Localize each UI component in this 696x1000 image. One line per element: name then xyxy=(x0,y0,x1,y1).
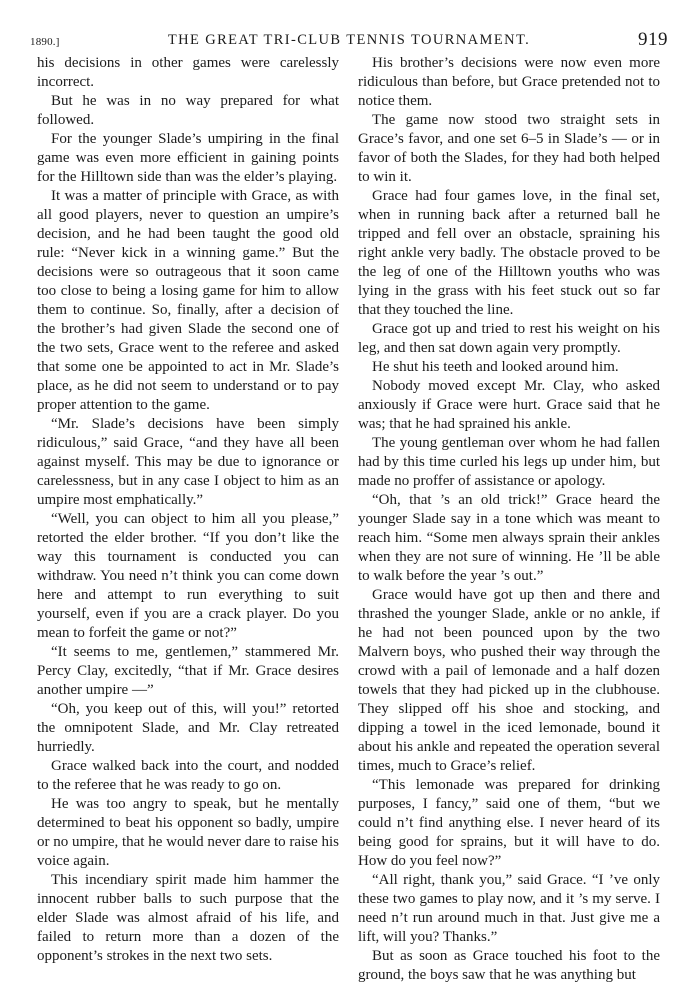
page-number: 919 xyxy=(638,29,668,50)
right-column xyxy=(358,54,660,985)
paragraph: “Mr. Slade’s decisions have been simply ridiculous,” said Grace, “and they have all been against myself. This may be due to ignorance or carelessness, but in any case I object to him as an umpire most emphatically.” xyxy=(37,416,339,508)
paragraph: But as soon as Grace touched his foot to the ground, the boys saw that he was anything but xyxy=(358,948,660,983)
paragraph: “Oh, that ’s an old trick!” Grace heard the younger Slade say in a tone which was meant to reach him. “Some men always sprain their ankles when they are not sure of winning. He ’ll be able to walk before the year ’s out.” xyxy=(358,492,660,584)
paragraph: He was too angry to speak, but he mentally determined to beat his opponent so badly, umpire or no umpire, that he would never dare to raise his voice again. xyxy=(37,796,339,869)
paragraph: “All right, thank you,” said Grace. “I ’ve only these two games to play now, and it ’s my serve. I need n’t run around much in that. Just give me a lift, will you? Thanks.” xyxy=(358,872,660,945)
paragraph: Grace got up and tried to rest his weight on his leg, and then sat down again very promptly. xyxy=(358,321,660,356)
running-header xyxy=(30,29,668,56)
paragraph: For the younger Slade’s umpiring in the final game was even more efficient in gaining points for the Hilltown side than was the elder’s playing. xyxy=(37,131,339,185)
paragraph: Grace had four games love, in the final set, when in running back after a returned ball he tripped and fell over an obstacle, spraining his right ankle very badly. The obstacle proved to be the leg of one of the Hilltown youths who was lying in the grass with his feet stuck out so far that they touched the line. xyxy=(358,188,660,318)
paragraph: He shut his teeth and looked around him. xyxy=(372,359,619,375)
paragraph: His brother’s decisions were now even more ridiculous than before, but Grace pretended not to notice them. xyxy=(358,55,660,109)
paragraph: “Well, you can object to him all you please,” retorted the elder brother. “If you don’t like the way this tournament is conducted you can withdraw. You need n’t think you can come down here and attempt to run everything to suit yourself, even if you are a crack player. Do you mean to forfeit the game or not?” xyxy=(37,511,339,641)
paragraph: “Oh, you keep out of this, will you!” retorted the omnipotent Slade, and Mr. Clay retreated hurriedly. xyxy=(37,701,339,755)
paragraph: The game now stood two straight sets in Grace’s favor, and one set 6–5 in Slade’s — or in favor of both the Slades, for they had both helped to win it. xyxy=(358,112,660,185)
paragraph: Nobody moved except Mr. Clay, who asked anxiously if Grace were hurt. Grace said that he was; that he had sprained his ankle. xyxy=(358,378,660,432)
paragraph: “It seems to me, gentlemen,” stammered Mr. Percy Clay, excitedly, “that if Mr. Grace desires another umpire —” xyxy=(37,644,339,698)
paragraph: Grace would have got up then and there and thrashed the younger Slade, ankle or no ankle, if he had not been pounced upon by the two Malvern boys, who pushed their way through the crowd with a pail of lemonade and a half dozen towels that they had picked up in the clubhouse. They slipped off his shoe and stocking, and dipping a towel in the iced lemonade, bound it about his ankle and repeated the operation several times, much to Grace’s relief. xyxy=(358,587,660,774)
paragraph: This incendiary spirit made him hammer the innocent rubber balls to such purpose that the elder Slade was almost afraid of his life, and failed to return more than a dozen of the opponent’s strokes in the next two sets. xyxy=(37,872,339,964)
paragraph: his decisions in other games were carelessly incorrect. xyxy=(37,55,339,90)
paragraph: Grace walked back into the court, and nodded to the referee that he was ready to go on. xyxy=(37,758,339,793)
paragraph: But he was in no way prepared for what followed. xyxy=(37,93,339,128)
paragraph: It was a matter of principle with Grace, as with all good players, never to question an umpire’s decision, and he had been taught the good old rule: “Never kick in a winning game.” But the decisions were so outrageous that it soon came too close to being a losing game for him to allow them to continue. So, finally, after a decision of the brother’s had given Slade the second one of the two sets, Grace went to the referee and asked that some one be appointed to act in Mr. Slade’s place, as he did not seem to understand or to pay proper attention to the game. xyxy=(37,188,339,413)
paragraph: “This lemonade was prepared for drinking purposes, I fancy,” said one of them, “but we could n’t find anything else. I never heard of its being good for sprains, but it will have to do. How do you feel now?” xyxy=(358,777,660,869)
header-title: THE GREAT TRI-CLUB TENNIS TOURNAMENT. xyxy=(167,32,531,48)
left-column xyxy=(37,54,339,966)
paragraph: The young gentleman over whom he had fallen had by this time curled his legs up under him, but made no proffer of assistance or apology. xyxy=(358,435,660,489)
header-year: 1890.] xyxy=(30,36,60,48)
